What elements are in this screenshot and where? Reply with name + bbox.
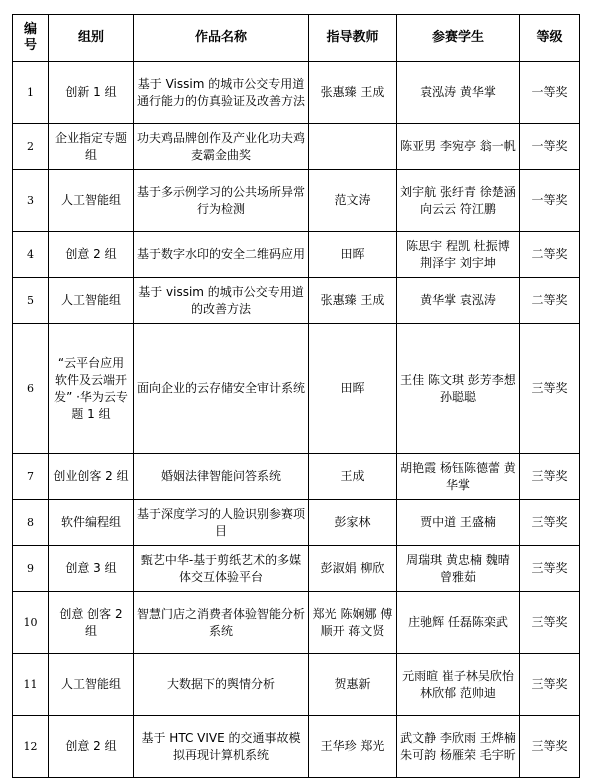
table-row	[13, 454, 580, 500]
row-group: 创业创客 2 组	[49, 454, 134, 500]
row-number: 1	[13, 62, 49, 124]
row-number: 12	[13, 716, 49, 778]
row-students: 袁泓涛 黄华掌	[397, 62, 520, 124]
table-row	[13, 124, 580, 170]
row-award: 三等奖	[520, 454, 580, 500]
row-title: 智慧门店之消费者体验智能分析系统	[134, 592, 309, 654]
row-award: 二等奖	[520, 232, 580, 278]
row-group: 人工智能组	[49, 278, 134, 324]
row-title: 基于数字水印的安全二维码应用	[134, 232, 309, 278]
row-title: 大数据下的舆情分析	[134, 654, 309, 716]
row-students: 黄华掌 袁泓涛	[397, 278, 520, 324]
table-row	[13, 716, 580, 778]
row-teacher	[309, 124, 397, 170]
row-number: 3	[13, 170, 49, 232]
row-award: 三等奖	[520, 592, 580, 654]
row-number: 7	[13, 454, 49, 500]
row-number: 8	[13, 500, 49, 546]
row-teacher: 张惠臻 王成	[309, 62, 397, 124]
awards-table	[12, 14, 580, 778]
row-award: 一等奖	[520, 170, 580, 232]
row-teacher: 王华珍 郑光	[309, 716, 397, 778]
row-group: 人工智能组	[49, 170, 134, 232]
row-title: 基于深度学习的人脸识别参赛项目	[134, 500, 309, 546]
table-row	[13, 170, 580, 232]
row-students: 贾中道 王盛楠	[397, 500, 520, 546]
row-group: 创意 创客 2 组	[49, 592, 134, 654]
row-title: 功夫鸡品牌创作及产业化功夫鸡麦霸金曲奖	[134, 124, 309, 170]
table-row	[13, 500, 580, 546]
header-row	[13, 15, 580, 62]
table-row	[13, 592, 580, 654]
header-award: 等级	[520, 15, 580, 62]
row-title: 基于 vissim 的城市公交专用道的改善方法	[134, 278, 309, 324]
row-teacher: 彭淑娟 柳欣	[309, 546, 397, 592]
row-students: 武文静 李欣雨 王烨楠 朱可韵 杨雁荣 毛宇昕	[397, 716, 520, 778]
header-students: 参赛学生	[397, 15, 520, 62]
row-teacher: 彭家林	[309, 500, 397, 546]
row-number: 4	[13, 232, 49, 278]
row-number: 9	[13, 546, 49, 592]
row-group: 创意 2 组	[49, 716, 134, 778]
row-teacher: 范文涛	[309, 170, 397, 232]
row-teacher: 张惠臻 王成	[309, 278, 397, 324]
header-group: 组别	[49, 15, 134, 62]
table-row	[13, 324, 580, 454]
row-award: 二等奖	[520, 278, 580, 324]
row-group: 人工智能组	[49, 654, 134, 716]
row-number: 11	[13, 654, 49, 716]
row-award: 一等奖	[520, 62, 580, 124]
row-award: 三等奖	[520, 500, 580, 546]
row-teacher: 田晖	[309, 232, 397, 278]
row-teacher: 田晖	[309, 324, 397, 454]
row-group: 创意 2 组	[49, 232, 134, 278]
row-teacher: 贺惠新	[309, 654, 397, 716]
row-title: 基于 Vissim 的城市公交专用道通行能力的仿真验证及改善方法	[134, 62, 309, 124]
row-students: 庄驰辉 任磊陈栾武	[397, 592, 520, 654]
row-students: 元雨暄 崔子林吴欣怡 林欣郁 范帅迪	[397, 654, 520, 716]
table-row	[13, 546, 580, 592]
row-award: 三等奖	[520, 654, 580, 716]
row-students: 刘宇航 张纡青 徐楚涵 向云云 符江鹏	[397, 170, 520, 232]
row-award: 三等奖	[520, 716, 580, 778]
row-number: 10	[13, 592, 49, 654]
header-teacher: 指导教师	[309, 15, 397, 62]
row-number: 2	[13, 124, 49, 170]
row-students: 王佳 陈文琪 彭芳李想 孙聪聪	[397, 324, 520, 454]
row-title: 基于多示例学习的公共场所异常行为检测	[134, 170, 309, 232]
row-group: 创新 1 组	[49, 62, 134, 124]
row-title: 婚姻法律智能问答系统	[134, 454, 309, 500]
row-students: 陈亚男 李宛亭 翁一帆	[397, 124, 520, 170]
table-row	[13, 232, 580, 278]
row-award: 三等奖	[520, 324, 580, 454]
table-row	[13, 278, 580, 324]
row-title: 面向企业的云存储安全审计系统	[134, 324, 309, 454]
row-group: 软件编程组	[49, 500, 134, 546]
header-title: 作品名称	[134, 15, 309, 62]
row-students: 陈思宇 程凯 杜振博 荆泽宇 刘宇坤	[397, 232, 520, 278]
header-number: 编号	[13, 15, 49, 62]
row-teacher: 郑光 陈娴娜 傅顺开 蒋文贤	[309, 592, 397, 654]
row-award: 三等奖	[520, 546, 580, 592]
row-title: 基于 HTC VIVE 的交通事故模拟再现计算机系统	[134, 716, 309, 778]
table-row	[13, 62, 580, 124]
row-teacher: 王成	[309, 454, 397, 500]
row-title: 甄艺中华-基于剪纸艺术的多媒体交互体验平台	[134, 546, 309, 592]
row-number: 5	[13, 278, 49, 324]
row-group: 创意 3 组	[49, 546, 134, 592]
row-group: “云平台应用软件及云端开发” ·华为云专题 1 组	[49, 324, 134, 454]
row-award: 一等奖	[520, 124, 580, 170]
row-students: 胡艳霞 杨钰陈德蕾 黄华掌	[397, 454, 520, 500]
row-number: 6	[13, 324, 49, 454]
table-row	[13, 654, 580, 716]
row-group: 企业指定专题组	[49, 124, 134, 170]
row-students: 周瑞琪 黄忠楠 魏晴 曾雅茹	[397, 546, 520, 592]
